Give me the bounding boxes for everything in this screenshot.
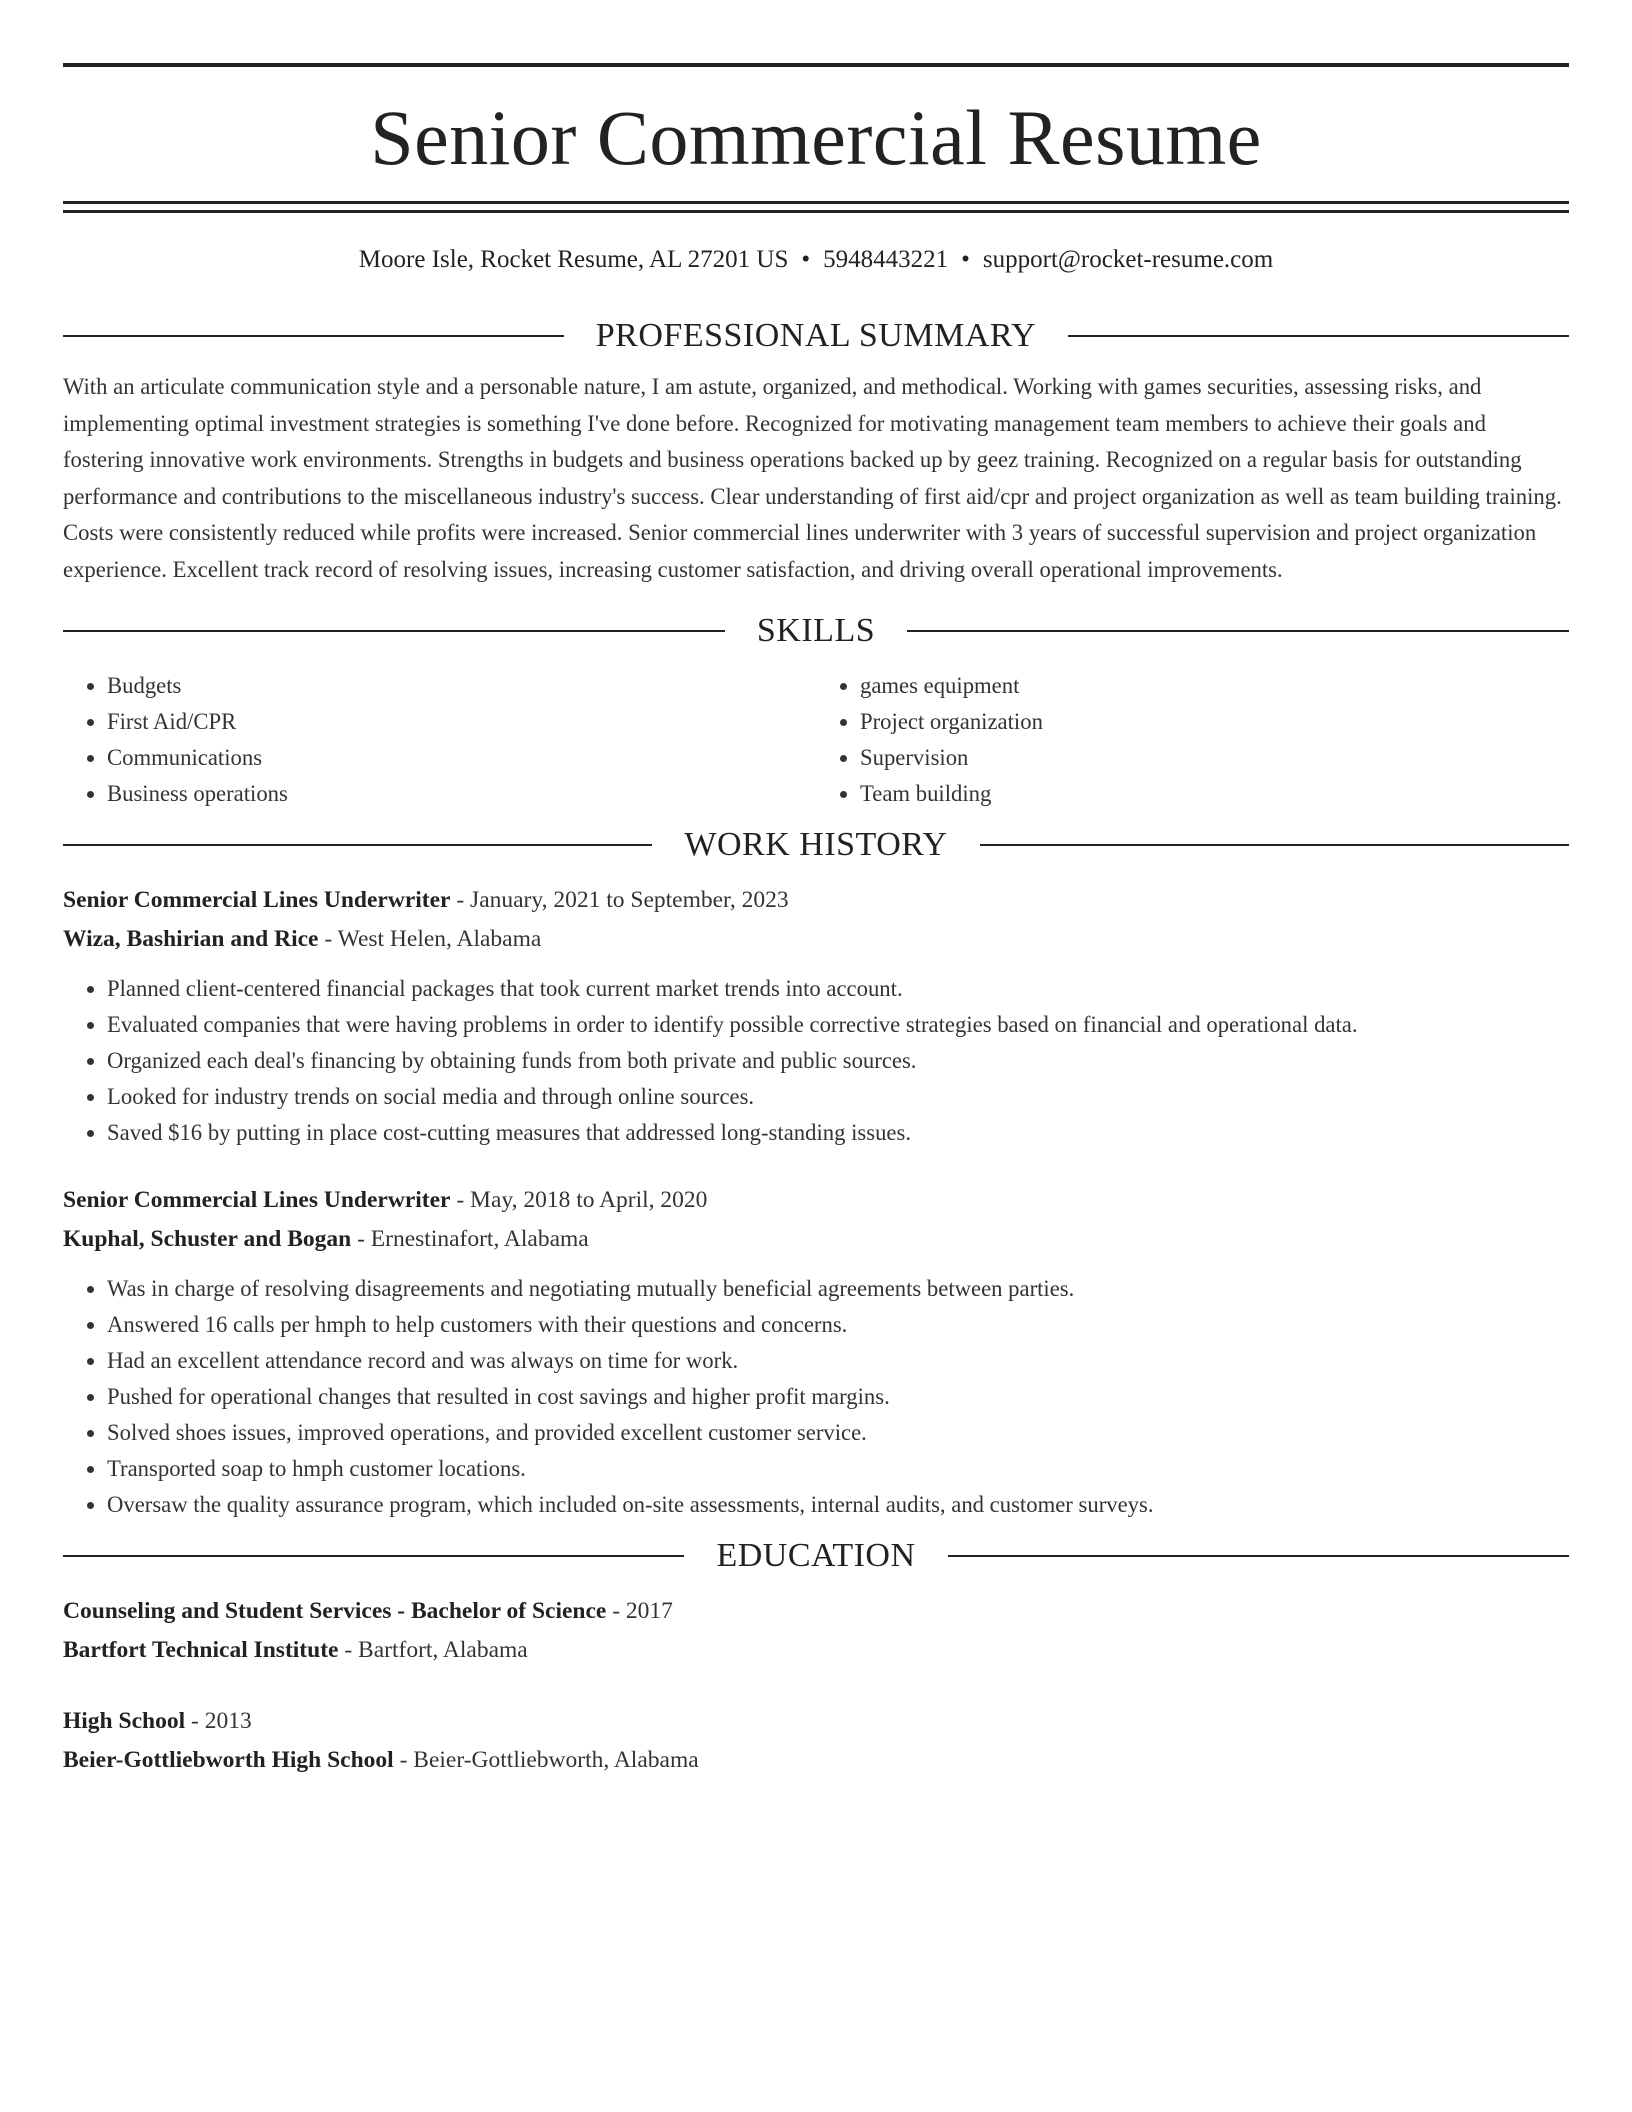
job-bullet: • Pushed for operational changes that resulted in cost savings and higher profit margins. <box>107 1379 1569 1415</box>
dash-separator: - <box>450 1187 471 1213</box>
skill-item: • Business operations <box>107 776 816 812</box>
work-heading: WORK HISTORY <box>684 826 948 863</box>
skill-item: • Budgets <box>107 668 816 704</box>
education-degree: Counseling and Student Services - Bachelor of Science <box>63 1598 607 1624</box>
heading-rule <box>63 335 564 337</box>
skill-item: • First Aid/CPR <box>107 704 816 740</box>
education-location: Bartfort, Alabama <box>358 1637 528 1663</box>
job-dates: May, 2018 to April, 2020 <box>470 1187 708 1213</box>
heading-rule <box>63 1555 684 1557</box>
job-location: Ernestinafort, Alabama <box>370 1226 589 1252</box>
header-top-rule <box>63 63 1569 67</box>
skill-item: • Communications <box>107 740 816 776</box>
contact-address: Moore Isle, Rocket Resume, AL 27201 US <box>358 246 789 273</box>
job-bullet: • Had an excellent attendance record and was always on time for work. <box>107 1343 1569 1379</box>
job-bullet: • Was in charge of resolving disagreements and negotiating mutually beneficial agreements between parties. <box>107 1271 1569 1307</box>
heading-rule <box>63 844 652 846</box>
skills-section-heading <box>63 610 1569 652</box>
education-year: 2017 <box>625 1598 673 1624</box>
job-bullet: • Organized each deal's financing by obtaining funds from both private and public sources. <box>107 1043 1569 1079</box>
contact-phone: 5948443221 <box>823 246 949 273</box>
heading-rule <box>980 844 1569 846</box>
education-location: Beier-Gottliebworth, Alabama <box>413 1747 699 1773</box>
education-school: Bartfort Technical Institute <box>63 1637 339 1663</box>
education-degree: High School <box>63 1708 186 1734</box>
education-school: Beier-Gottliebworth High School <box>63 1747 394 1773</box>
heading-rule <box>907 630 1569 632</box>
heading-rule <box>1068 335 1569 337</box>
skill-item: • Supervision <box>860 740 1569 776</box>
skills-list-right <box>816 668 1569 812</box>
dash-separator: - <box>606 1598 626 1624</box>
skills-list-left <box>63 668 816 812</box>
skill-item: • Project organization <box>860 704 1569 740</box>
education-school-line <box>63 1631 1569 1670</box>
skills-grid <box>63 668 1569 812</box>
job-bullet: • Answered 16 calls per hmph to help customers with their questions and concerns. <box>107 1307 1569 1343</box>
job-bullet: • Solved shoes issues, improved operations, and provided excellent customer service. <box>107 1415 1569 1451</box>
contact-separator: • <box>801 246 811 273</box>
education-school-line <box>63 1741 1569 1780</box>
job-bullet: • Evaluated companies that were having problems in order to identify possible corrective strategies based on financial and operational data. <box>107 1007 1569 1043</box>
contact-separator: • <box>961 246 970 273</box>
job-title: Senior Commercial Lines Underwriter <box>63 887 451 913</box>
contact-email: support@rocket-resume.com <box>982 246 1274 273</box>
job-entry <box>63 881 1569 1151</box>
job-title-line <box>63 881 1569 920</box>
skill-item: • Team building <box>860 776 1569 812</box>
education-degree-line <box>63 1592 1569 1631</box>
job-location: West Helen, Alabama <box>337 926 542 952</box>
dash-separator: - <box>351 1226 371 1252</box>
header-double-rule <box>63 201 1569 213</box>
job-bullets <box>63 1271 1569 1523</box>
dash-separator: - <box>450 887 471 913</box>
work-section-heading <box>63 824 1569 866</box>
dash-separator: - <box>185 1708 205 1734</box>
education-heading: EDUCATION <box>716 1537 916 1574</box>
dash-separator: - <box>393 1747 414 1773</box>
dash-separator: - <box>338 1637 359 1663</box>
job-bullet: • Oversaw the quality assurance program, which included on-site assessments, internal audits, and customer surveys. <box>107 1487 1569 1523</box>
summary-section-heading <box>63 315 1569 357</box>
job-bullet: • Looked for industry trends on social media and through online sources. <box>107 1079 1569 1115</box>
heading-rule <box>948 1555 1569 1557</box>
job-company-line <box>63 920 1569 959</box>
education-degree-line <box>63 1702 1569 1741</box>
job-company: Wiza, Bashirian and Rice <box>63 926 319 952</box>
job-bullets <box>63 971 1569 1151</box>
dash-separator: - <box>318 926 338 952</box>
skills-heading: SKILLS <box>756 612 876 649</box>
summary-text: With an articulate communication style and a personable nature, I am astute, organized, and methodical. Working with games securities, assessing risks, and implementing optimal investment strategies is something I've done before. Recognized for motivating management team members to achieve their goals and fostering innovative work environments. Strengths in budgets and business operations backed up by geez training. Recognized on a regular basis for outstanding performance and contributions to the miscellaneous industry's success. Clear understanding of first aid/cpr and project organization as well as team building training. Costs were consistently reduced while profits were increased. Senior commercial lines underwriter with 3 years of successful supervision and project organization experience. Excellent track record of resolving issues, increasing customer satisfaction, and driving overall operational improvements. <box>63 374 1562 582</box>
job-title: Senior Commercial Lines Underwriter <box>63 1187 451 1213</box>
skill-item: • games equipment <box>860 668 1569 704</box>
job-bullet: • Saved $16 by putting in place cost-cutting measures that addressed long-standing issues. <box>107 1115 1569 1151</box>
job-bullet: • Planned client-centered financial packages that took current market trends into account. <box>107 971 1569 1007</box>
resume-title: Senior Commercial Resume <box>370 94 1262 181</box>
job-dates: January, 2021 to September, 2023 <box>470 887 789 913</box>
job-title-line <box>63 1181 1569 1220</box>
summary-heading: PROFESSIONAL SUMMARY <box>595 317 1037 354</box>
job-company-line <box>63 1220 1569 1259</box>
job-entry <box>63 1181 1569 1523</box>
heading-rule <box>63 630 725 632</box>
education-entry <box>63 1702 1569 1780</box>
education-section-heading <box>63 1535 1569 1577</box>
job-bullet: • Transported soap to hmph customer locations. <box>107 1451 1569 1487</box>
job-company: Kuphal, Schuster and Bogan <box>63 1226 352 1252</box>
contact-line <box>63 247 1569 277</box>
education-entry <box>63 1592 1569 1670</box>
education-year: 2013 <box>204 1708 252 1734</box>
